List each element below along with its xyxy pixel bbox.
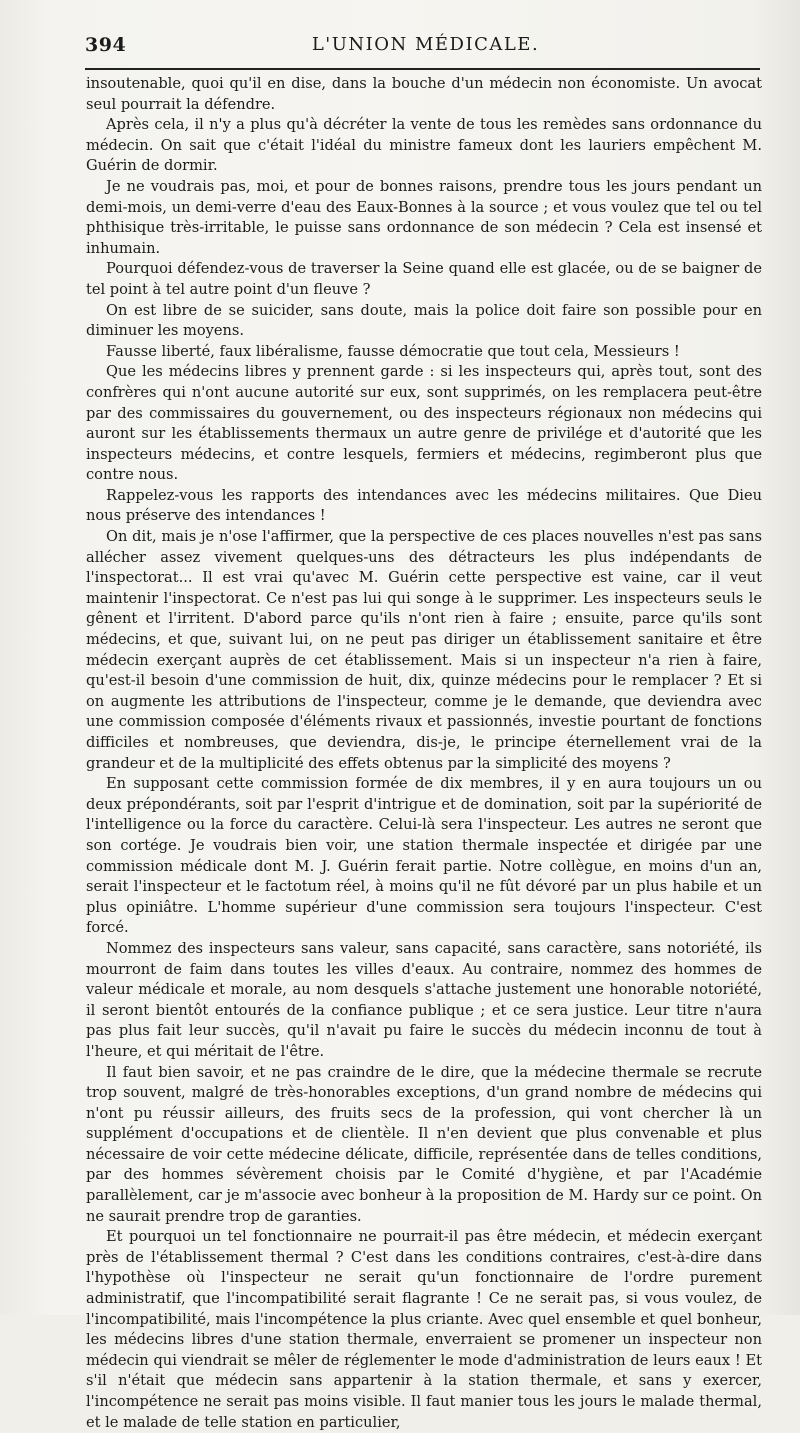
paragraph: En supposant cette commission formée de dix membres, il y en aura toujours un ou deux prépondérants, soit par l'esprit d'intrigue et de domination, soit par la supériorité de l'intelligence ou la force du caractère. Celui-là sera l'inspecteur. Les autres ne seront que son cortége. Je voudrais bien voir, une station thermale inspectée et dirigée par une commission médicale dont M. J. Guérin ferait partie. Notre collègue, en moins d'un an, serait l'inspecteur et le factotum réel, à moins qu'il ne fût dévoré par un plus habile et un plus opiniâtre. L'homme supérieur d'une commission sera toujours l'inspecteur. C'est forcé. [86, 775, 762, 937]
paragraph: Pourquoi défendez-vous de traverser la Seine quand elle est glacée, ou de se baigner de tel point à tel autre point d'un fleuve ? [86, 260, 762, 298]
paragraph: On est libre de se suicider, sans doute, mais la police doit faire son possible pour en diminuer les moyens. [86, 301, 762, 340]
paragraph: Que les médecins libres y prennent garde : si les inspecteurs qui, après tout, sont des confrères qui n'ont aucune autorité sur eux, sont supprimés, on les remplacera peut-être par des commissaires du gouvernement, ou des inspecteurs régionaux non médecins qui auront sur les établissements thermaux un autre genre de privilége et d'autorité que les inspecteurs médecins, et contre lesquels, fermiers et médecins, regimberont plus que contre nous. [86, 363, 762, 484]
running-title: L'UNION MÉDICALE. [311, 34, 540, 55]
paragraph: Rappelez-vous les rapports des intendances avec les médecins militaires. Que Dieu nous préserve des intendances ! [86, 486, 762, 525]
paragraph: Il faut bien savoir, et ne pas craindre de le dire, que la médecine thermale se recrute trop souvent, malgré de très-honorables exceptions, d'un grand nombre de médecins qui n'ont pu réussir ailleurs, des fruits secs de la profession, qui vont chercher là un supplément d'occupations et de clientèle. Il n'en devient que plus convenable et plus nécessaire de voir cette médecine délicate, difficile, représentée dans de telles conditions, par des hommes sévèrement choisis par le Comité d'hygiène, et par l'Académie parallèlement, car je m'associe avec bonheur à la proposition de M. Hardy sur ce point. On ne saurait prendre trop de garanties. [86, 1063, 762, 1225]
paragraph: insoutenable, quoi qu'il en dise, dans la bouche d'un médecin non économiste. Un avocat seul pourrait la défendre. [86, 75, 762, 113]
header-rule [85, 68, 760, 70]
paragraph: On dit, mais je n'ose l'affirmer, que la perspective de ces places nouvelles n'est pas sans allécher assez vivement quelques-uns des détracteurs les plus indépendants de l'inspectorat... Il est vrai qu'avec M. Guérin cette perspective est vaine, car il veut maintenir l'inspectorat. Ce n'est pas lui qui songe à le supprimer. Les inspecteurs seuls le gênent et l'irritent. D'abord parce qu'ils n'ont rien à faire ; ensuite, parce qu'ils sont médecins, et que, suivant lui, on ne peut pas diriger un établissement sanitaire et être médecin exerçant auprès de cet établissement. Mais si un inspecteur n'a rien à faire, qu'est-il besoin d'une commission de huit, dix, quinze médecins pour le remplacer ? Et si on augmente les attributions de l'inspecteur, comme je le demande, que deviendra avec une commission composée d'éléments rivaux et passionnés, investie pourtant de fonctions difficiles et nombreuses, que deviendra, dis-je, le principe éternellement vrai de la grandeur et de la multiplicité des effets obtenus par la simplicité des moyens ? [86, 528, 762, 772]
paragraph: Et pourquoi un tel fonctionnaire ne pourrait-il pas être médecin, et médecin exerçant près de l'établissement thermal ? C'est dans les conditions contraires, c'est-à-dire dans l'hypothèse où l'inspecteur ne serait qu'un fonctionnaire de l'ordre purement administratif, que l'incompatibilité serait flagrante ! Ce ne serait pas, si vous voulez, de l'incompatibilité, mais l'incompétence la plus criante. Avec quel ensemble et quel bonheur, les médecins libres d'une station thermale, enverraient se promener un inspecteur non médecin qui viendrait se mêler de réglementer le mode d'administration de leurs eaux ! Et s'il n'était que médecin sans appartenir à la station thermale, et sans y exercer, l'incompétence ne serait pas moins visible. Il faut manier tous les jours le malade thermal, et le malade de telle station en particulier, [86, 1228, 762, 1431]
paragraph: Fausse liberté, faux libéralisme, fausse démocratie que tout cela, Messieurs ! [106, 342, 680, 360]
paragraph: Après cela, il n'y a plus qu'à décréter la vente de tous les remèdes sans ordonnance du médecin. On sait que c'était l'idéal du ministre fameux dont les lauriers empêchent M. Guérin de dormir. [86, 116, 762, 175]
body-text [86, 74, 762, 1433]
page-header [85, 34, 766, 64]
paragraph: Je ne voudrais pas, moi, et pour de bonnes raisons, prendre tous les jours pendant un demi-mois, un demi-verre d'eau des Eaux-Bonnes à la source ; et vous voulez que tel ou tel phthisique très-irritable, le puisse sans ordonnance de son médecin ? Cela est insensé et inhumain. [86, 177, 762, 257]
page-number: 394 [85, 34, 127, 56]
paragraph: Nommez des inspecteurs sans valeur, sans capacité, sans caractère, sans notoriété, ils mourront de faim dans toutes les villes d'eaux. Au contraire, nommez des hommes de valeur médicale et morale, au nom desquels s'attache justement une honorable notoriété, il seront bientôt entourés de la confiance publique ; et ce sera justice. Leur titre n'aura pas plus fait leur succès, qu'il n'avait pu faire le succès du médecin inconnu de tout à l'heure, et qui méritait de l'être. [86, 939, 762, 1060]
